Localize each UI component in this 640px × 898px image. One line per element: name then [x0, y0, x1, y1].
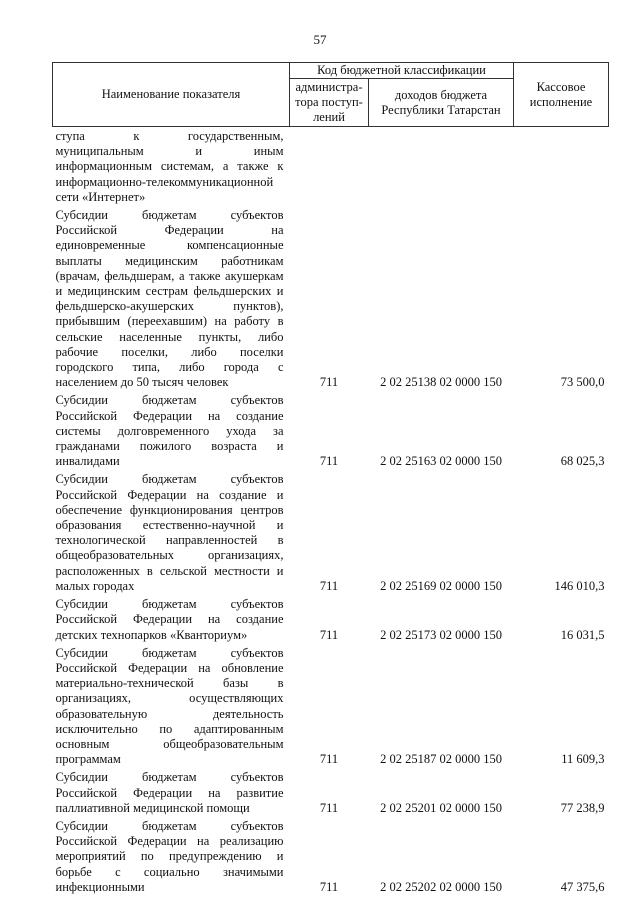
row-revenue-code: 2 02 25169 02 0000 150: [380, 578, 502, 593]
header-budget-revenue: доходов бюджета Республики Татарстан: [369, 79, 514, 127]
row-indicator-name: ступа к государственным, муниципальным и иным информационным системам, а также к информационно-телекоммуникационной сети «Интернет»: [55, 129, 284, 204]
row-indicator-name: Субсидии бюджетам субъектов Российской Федерации на реализацию мероприятий по предупреждению и борьбе с социально значимыми инфекционными: [55, 818, 284, 894]
row-admin-code: 711: [319, 578, 339, 593]
header-budget-classification-code: Код бюджетной классификации: [290, 63, 514, 79]
row-cash-execution: 73 500,0: [560, 375, 605, 390]
row-revenue-code: [369, 127, 514, 209]
row-cash-execution: 11 609,3: [561, 752, 605, 767]
row-revenue-code: 2 02 25138 02 0000 150: [380, 375, 502, 390]
row-indicator-name: Субсидии бюджетам субъектов Российской Федерации на обновление материально-технической базы в организациях, осуществляющих образовательную деятельность исключительно по адаптированным основным общеобразовательным программам: [55, 645, 284, 767]
row-revenue-code: 2 02 25202 02 0000 150: [380, 879, 502, 894]
row-admin-code: 711: [319, 800, 339, 815]
table-row: [53, 472, 609, 597]
row-cash-execution: 68 025,3: [560, 454, 605, 469]
row-admin-code: 711: [319, 879, 339, 894]
table-header: [53, 63, 609, 127]
table-row: [53, 819, 609, 898]
row-indicator-name: Субсидии бюджетам субъектов Российской Федерации на развитие паллиативной медицинской помощи: [55, 770, 284, 815]
row-cash-execution: 16 031,5: [560, 627, 605, 642]
row-indicator-name: Субсидии бюджетам субъектов Российской Федерации на создание детских технопарков «Кванториум»: [55, 597, 284, 642]
page-number: 57: [313, 32, 327, 47]
row-revenue-code: 2 02 25187 02 0000 150: [380, 752, 502, 767]
table-row: [53, 208, 609, 393]
table-body: [53, 127, 609, 898]
row-indicator-name: Субсидии бюджетам субъектов Российской Федерации на создание системы долговременного ухода за гражданами пожилого возраста и инвалидами: [55, 393, 284, 469]
row-cash-execution: 47 375,6: [560, 879, 605, 894]
row-revenue-code: 2 02 25201 02 0000 150: [380, 800, 502, 815]
row-revenue-code: 2 02 25163 02 0000 150: [380, 454, 502, 469]
row-admin-code: 711: [319, 454, 339, 469]
row-cash-execution: 146 010,3: [554, 578, 605, 593]
table-row: [53, 393, 609, 472]
row-admin-code: 711: [319, 627, 339, 642]
row-revenue-code: 2 02 25173 02 0000 150: [380, 627, 502, 642]
row-admin-code: 711: [319, 752, 339, 767]
header-revenue-administrator: администра-тора поступ-лений: [290, 79, 369, 127]
budget-table: [52, 62, 609, 898]
header-indicator-name: Наименование показателя: [53, 63, 290, 127]
row-indicator-name: Субсидии бюджетам субъектов Российской Федерации на единовременные компенсационные выплаты медицинским работникам (врачам, фельдшерам, а также акушеркам и медицинским сестрам фельдшерских и фельдшерско-акушерских пунктов), прибывшим (переехавшим) на работу в сельские населенные пункты, либо рабочие поселки, либо поселки городского типа, либо города с населением до 50 тысяч человек: [55, 208, 284, 390]
row-indicator-name: Субсидии бюджетам субъектов Российской Федерации на создание и обеспечение функционирования центров образования естественно-научной и технологической направленностей в общеобразовательных организациях, расположенных в сельской местности и малых городах: [55, 472, 284, 593]
header-cash-execution: Кассовое исполнение: [514, 63, 609, 127]
table-row: [53, 127, 609, 209]
table-row: [53, 646, 609, 771]
row-admin-code: 711: [319, 375, 339, 390]
table-row: [53, 770, 609, 819]
table-row: [53, 597, 609, 646]
row-cash-execution: [514, 127, 609, 209]
row-admin-code: [290, 127, 369, 209]
row-cash-execution: 77 238,9: [560, 800, 605, 815]
